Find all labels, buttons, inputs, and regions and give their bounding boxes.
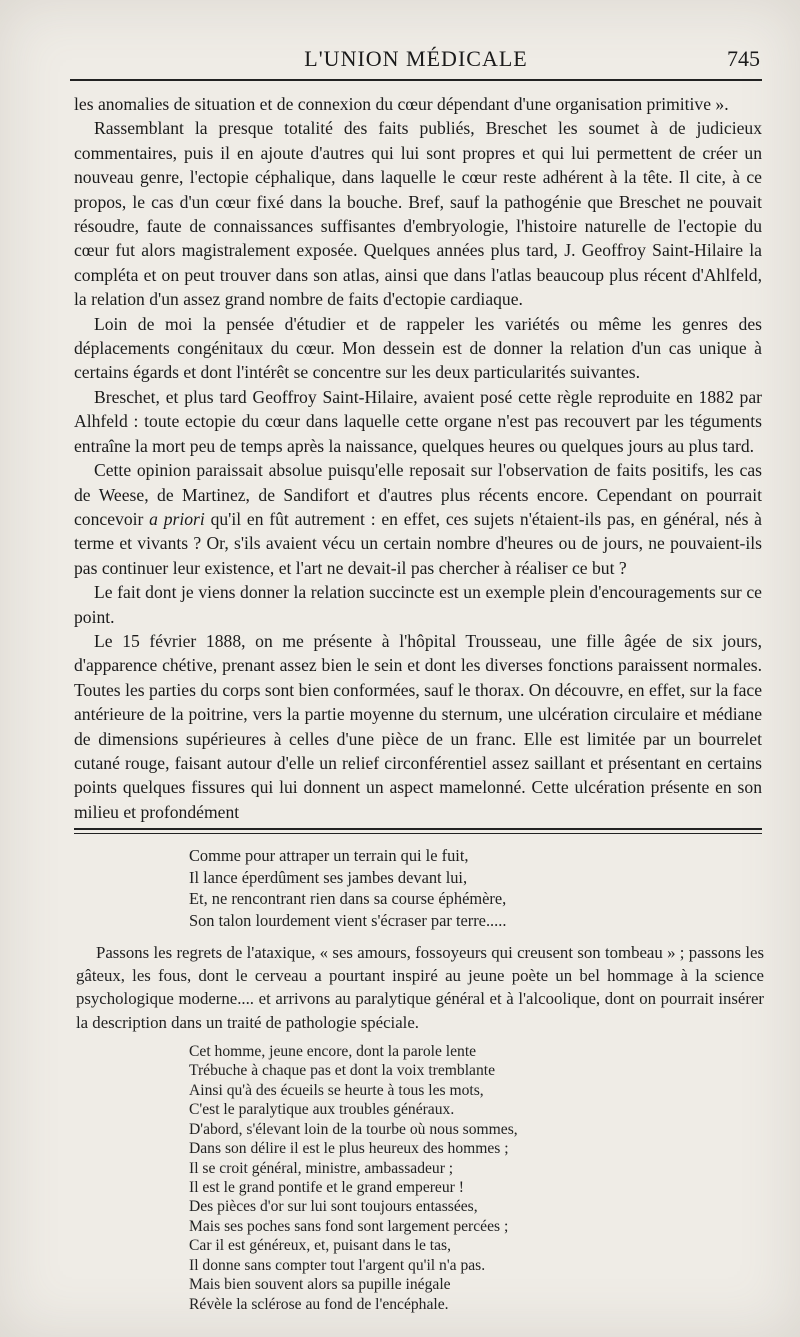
header-rule xyxy=(70,79,762,81)
poem-stanza xyxy=(189,845,764,931)
paragraph-text: Cette opinion paraissait absolue puisqu'elle reposait sur l'observation de faits positifs, les cas de Weese, de Martinez, de Sandifort et d'autres plus récents encore. Cependant on pourrait concevoir xyxy=(74,460,762,529)
verse-line: Il est le grand pontife et le grand empereur ! xyxy=(189,1178,464,1196)
italic-phrase: a priori xyxy=(149,508,205,529)
article-paragraph-with-italic xyxy=(74,458,762,580)
article-paragraph: les anomalies de situation et de connexion du cœur dépendant d'une organisation primitive ». xyxy=(74,94,729,114)
verse-line: D'abord, s'élevant loin de la tourbe où nous sommes, xyxy=(189,1120,518,1138)
verse-line: Mais ses poches sans fond sont largement percées ; xyxy=(189,1217,509,1235)
verse-line: Comme pour attraper un terrain qui le fuit, xyxy=(189,846,469,865)
paragraph-text: qu'il en fût autrement : en effet, ces sujets n'étaient-ils pas, en général, nés à terme et vivants ? Or, s'ils avaient vécu un certain nombre d'heures ou de jours, ne pouvaient-ils pas continuer leur existence, et l'art ne devait-il pas chercher à réaliser ce but ? xyxy=(74,508,762,578)
verse-line: Trébuche à chaque pas et dont la voix tremblante xyxy=(189,1062,496,1080)
verse-line: Révèle la sclérose au fond de l'encéphale. xyxy=(189,1295,449,1313)
verse-line: C'est le paralytique aux troubles généraux. xyxy=(189,1101,455,1119)
verse-line: Cet homme, jeune encore, dont la parole lente xyxy=(189,1042,477,1060)
page-number: 745 xyxy=(727,46,760,71)
article-body xyxy=(74,92,762,824)
verse-line: Et, ne rencontrant rien dans sa course éphémère, xyxy=(189,889,507,908)
article-paragraph: Le fait dont je viens donner la relation succincte est un exemple plein d'encouragements sur ce point. xyxy=(74,582,762,627)
verse-line: Il donne sans compter tout l'argent qu'il n'a pas. xyxy=(189,1256,486,1274)
verse-line: Il lance éperdûment ses jambes devant lui, xyxy=(189,867,468,887)
feuilleton-prose: Passons les regrets de l'ataxique, « ses amours, fossoyeurs qui creusent son tombeau » ; passons les gâteux, les fous, dont le cerveau a pourtant inspiré au jeune poète un bel hommage à la science psychologique moderne.... et arrivons au paralytique général et à l'alcoolique, dont on pourrait insérer la description dans un traité de pathologie spéciale. xyxy=(76,943,764,1032)
feuilleton-section xyxy=(76,845,764,1314)
verse-line: Ainsi qu'à des écueils se heurte à tous les mots, xyxy=(189,1081,484,1099)
page-header xyxy=(70,42,762,76)
running-title: L'UNION MÉDICALE xyxy=(304,46,528,71)
poem-stanza xyxy=(189,1042,764,1314)
verse-line: Mais bien souvent alors sa pupille inégale xyxy=(189,1276,451,1294)
article-paragraph: Breschet, et plus tard Geoffroy Saint-Hilaire, avaient posé cette règle reproduite en 1882 par Alhfeld : toute ectopie du cœur dans laquelle cette organe n'est pas recouvert par les téguments entraîne la mort peu de temps après la naissance, quelques heures ou quelques jours au plus tard. xyxy=(74,386,762,456)
verse-line: Car il est généreux, et, puisant dans le tas, xyxy=(189,1237,451,1255)
verse-line: Des pièces d'or sur lui sont toujours entassées, xyxy=(189,1198,478,1216)
verse-line: Il se croit général, ministre, ambassadeur ; xyxy=(189,1159,454,1177)
verse-line: Dans son délire il est le plus heureux des hommes ; xyxy=(189,1140,509,1158)
article-paragraph: Loin de moi la pensée d'étudier et de rappeler les variétés ou même les genres des déplacements congénitaux du cœur. Mon dessein est de donner la relation d'un cas unique à certains égards et dont l'intérêt se concentre sur les deux particularités suivantes. xyxy=(74,313,762,383)
article-paragraph: Le 15 février 1888, on me présente à l'hôpital Trousseau, une fille âgée de six jours, d'apparence chétive, prenant assez bien le sein et dont les diverses fonctions paraissent normales. Toutes les parties du corps sont bien conformées, sauf le thorax. On découvre, en effet, sur la face antérieure de la poitrine, vers la partie moyenne du sternum, une ulcération circulaire et médiane de dimensions supérieures à celles d'une pièce de un franc. Elle est limitée par un bourrelet cutané rouge, faisant autour d'elle un relief circonférentiel assez saillant et présentant en certains points quelques fissures qui lui donnent un aspect mamelonné. Cette ulcération présente en son milieu et profondément xyxy=(74,630,762,822)
verse-line: Son talon lourdement vient s'écraser par terre..... xyxy=(189,910,507,930)
article-paragraph: Rassemblant la presque totalité des faits publiés, Breschet les soumet à de judicieux commentaires, puis il en ajoute d'autres qui lui sont propres et qui lui permettent de créer un nouveau genre, l'ectopie céphalique, dans laquelle le cœur reste adhérent à la tête. Il cite, à ce propos, le cas d'un cœur fixé dans la bouche. Bref, sauf la pathogénie que Breschet ne pouvait résoudre, faute de connaissances suffisantes d'embryologie, l'histoire naturelle de l'ectopie du cœur fut alors magistralement exposée. Quelques années plus tard, J. Geoffroy Saint-Hilaire la compléta et on peut trouver dans son atlas, ainsi que dans l'atlas beaucoup plus récent d'Ahlfeld, la relation d'un assez grand nombre de faits d'ectopie cardiaque. xyxy=(74,118,762,310)
feuilleton-divider xyxy=(74,828,762,834)
